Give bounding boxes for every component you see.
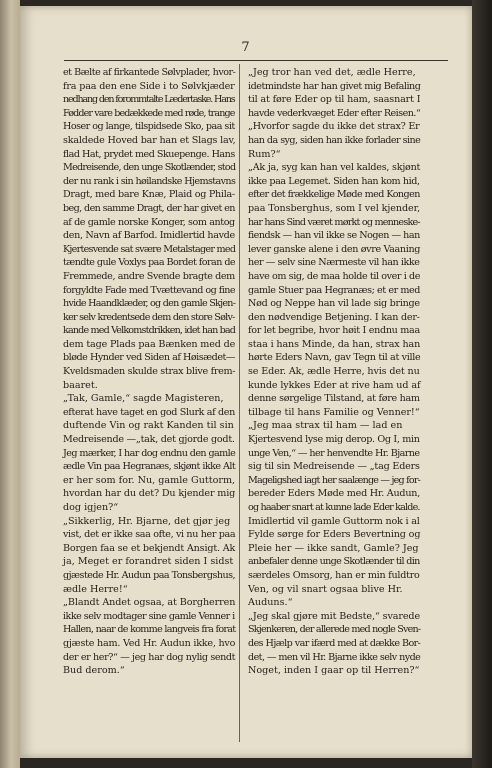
text-line: idetmindste har han givet mig Befaling	[248, 80, 421, 92]
book-page	[20, 6, 472, 758]
text-line: tilbage til hans Familie og Venner!“	[248, 406, 420, 418]
text-line: til at føre Eder op til ham, saasnart I	[248, 94, 421, 106]
text-line: hvide Haandklæder, og den gamle Skjen-	[63, 298, 236, 310]
text-line: her — selv sine Nærmeste vil han ikke	[248, 257, 420, 269]
text-line: Auduns.“	[248, 597, 293, 609]
text-line: Kjertesvend lyse mig derop. Og I, min	[248, 434, 420, 446]
text-line: Hallen, naar de komme langveis fra forat	[63, 624, 236, 636]
text-line: forgyldte Fade med Tvættevand og fine	[63, 284, 236, 296]
text-line: gjæste ham. Ved Hr. Audun ikke, hvo	[63, 637, 236, 649]
text-line: ædle Herre!“	[63, 583, 128, 595]
text-line: er her som for. Nu, gamle Guttorm,	[63, 474, 236, 486]
text-line: der er her?“ — jeg har dog nylig sendt	[63, 651, 236, 663]
text-line: ikke selv modtager sine gamle Venner i	[63, 610, 235, 622]
book-edge-right	[472, 0, 492, 768]
text-line: vist, det er ikke saa ofte, vi nu her paa	[63, 529, 236, 541]
text-line: „Sikkerlig, Hr. Bjarne, det gjør jeg	[63, 515, 231, 527]
text-line: kande med Velkomstdrikken, idet han bad	[63, 325, 236, 337]
text-line: sig til sin Medreisende — „tag Eders	[248, 461, 420, 473]
text-line: „Jeg maa strax til ham — lad en	[248, 420, 403, 432]
text-line: Rum?“	[248, 148, 281, 160]
text-line: et Bælte af firkantede Sølvplader, hvor-	[63, 67, 236, 78]
header-rule	[64, 60, 448, 61]
previous-page-edge	[0, 0, 20, 768]
text-line: nedhang den forommtalte Lædertaske. Hans	[63, 94, 235, 106]
text-line: Bud derom.“	[63, 665, 125, 677]
text-line: gjæstede Hr. Audun paa Tonsbergshus,	[63, 569, 236, 581]
text-line: duftende Vin og rakt Kanden til sin	[63, 420, 234, 432]
text-line: flad Hat, prydet med Skuepenge. Hans	[63, 148, 235, 160]
text-line: Imidlertid vil gamle Guttorm nok i al	[248, 515, 420, 527]
text-line: Noget, inden I gaar op til Herren?“	[248, 665, 420, 677]
text-line: Medreisende, den unge Skotlænder, stod	[63, 162, 236, 174]
text-line: bløde Hynder ved Siden af Høisædet—	[63, 352, 235, 364]
text-line: gamle Stuer paa Hegranæs; et er med	[248, 284, 421, 296]
text-line: fra paa den ene Side i to Sølvkjæder	[63, 80, 235, 92]
text-line: „Jeg skal gjøre mit Bedste,“ svarede	[248, 610, 421, 622]
text-line: ja, Meget er forandret siden I sidst	[63, 556, 234, 568]
text-line: tændte gule Voxlys paa Bordet foran de	[63, 257, 236, 269]
text-line: hvordan har du det? Du kjender mig	[63, 488, 236, 500]
text-line: fiendsk — han vil ikke se Nogen — han	[248, 230, 420, 242]
left-text-column	[63, 66, 235, 678]
text-line: Fremmede, andre Svende bragte dem	[63, 270, 235, 282]
text-line: lever ganske alene i den øvre Vaaning	[248, 243, 421, 255]
text-line: Borgen faa se et bekjendt Ansigt. Ak	[63, 542, 236, 554]
text-line: efter det frækkelige Møde med Kongen	[248, 189, 420, 201]
text-line: „Jeg tror han ved det, ædle Herre,	[248, 67, 416, 78]
text-line: den, Navn af Barfod. Imidlertid havde	[63, 230, 235, 242]
text-line: des Hjælp var ifærd med at dække Bor-	[248, 637, 421, 649]
text-line: dog igjen?“	[63, 502, 119, 513]
text-line: der nu rank i sin høilandske Hjemstavns	[63, 175, 236, 187]
right-text-column	[248, 66, 420, 678]
text-line: bereder Eders Møde med Hr. Audun,	[248, 488, 421, 500]
text-line: Dragt, med bare Knæ, Plaid og Phila-	[63, 189, 235, 201]
text-line: ædle Vin paa Hegranæs, skjønt ikke Alt	[63, 461, 236, 473]
text-line: Fylde sørge for Eders Bevertning og	[248, 529, 421, 541]
text-line: Kveldsmaden skulde strax blive frem-	[63, 366, 236, 378]
text-line: dem tage Plads paa Bænken med de	[63, 338, 236, 350]
text-line: han da syg, siden han ikke forlader sine	[248, 134, 421, 146]
text-line: for let begribe, hvor høit I endnu maa	[248, 325, 420, 337]
text-line: unge Ven,“ — her henvendte Hr. Bjarne	[248, 447, 420, 459]
text-line: have om sig, de maa holde til over i de	[248, 270, 421, 282]
text-line: efterat have taget en god Slurk af den	[63, 406, 235, 418]
text-line: „Hvorfor sagde du ikke det strax? Er	[248, 121, 420, 133]
text-line: „Ak ja, syg kan han vel kaldes, skjønt	[248, 162, 421, 174]
text-line: beg, den samme Dragt, der har givet en	[63, 202, 235, 214]
text-line: paa Tonsberghus, som I vel kjender,	[248, 202, 421, 214]
text-line: denne sørgelige Tilstand, at føre ham	[248, 393, 420, 405]
text-line: hørte Eders Navn, gav Tegn til at ville	[248, 352, 421, 364]
text-line: Mageligshed iagt her saalænge — jeg for-	[248, 474, 421, 486]
text-line: Skjenkeren, der allerede med nogle Sven-	[248, 624, 421, 636]
text-line: havde vederkvæget Eder efter Reisen.“	[248, 107, 421, 119]
text-line: særdeles Omsorg, han er min fuldtro	[248, 569, 420, 581]
text-line: Hoser og lange, tilspidsede Sko, paa sit	[63, 121, 235, 133]
text-line: „Tak, Gamle,“ sagde Magisteren,	[63, 393, 224, 405]
text-line: Fødder vare bedækkede med røde, trange	[63, 107, 235, 119]
text-line: staa i hans Minde, da han, strax han	[248, 338, 421, 350]
text-line: det, — men vil Hr. Bjarne ikke selv nyde	[248, 651, 421, 663]
text-line: „Blandt Andet ogsaa, at Borgherren	[63, 597, 236, 609]
text-line: af de gamle norske Konger, som antog	[63, 216, 235, 228]
text-line: se Eder. Ak, ædle Herre, hvis det nu	[248, 366, 420, 378]
text-line: kunde lykkes Eder at rive ham ud af	[248, 379, 421, 391]
text-line: ker selv kredentsede dem den store Sølv-	[63, 311, 235, 323]
text-line: Pleie her — ikke sandt, Gamle? Jeg	[248, 542, 419, 554]
text-line: ikke paa Legemet. Siden han kom hid,	[248, 175, 420, 187]
text-line: Kjertesvende sat svære Metalstager med	[63, 243, 236, 255]
text-line: har hans Sind været mørkt og menneske-	[248, 216, 420, 228]
text-line: og haaber snart at kunne lade Eder kalde.	[248, 502, 420, 513]
text-line: Nød og Neppe han vil lade sig bringe	[248, 298, 420, 310]
text-line: baaret.	[63, 379, 98, 391]
text-line: den nødvendige Betjening. I kan der-	[248, 311, 420, 323]
text-line: Jeg mærker, I har dog endnu den gamle	[63, 447, 236, 459]
text-line: anbefaler denne unge Skotlænder til din	[248, 556, 420, 568]
text-line: Medreisende —„tak, det gjorde godt.	[63, 434, 235, 446]
text-line: Ven, og vil snart ogsaa blive Hr.	[248, 583, 403, 595]
text-line: skaldede Hoved bar han et Slags lav,	[63, 134, 236, 146]
column-divider	[239, 64, 240, 742]
page-number: 7	[241, 40, 251, 55]
